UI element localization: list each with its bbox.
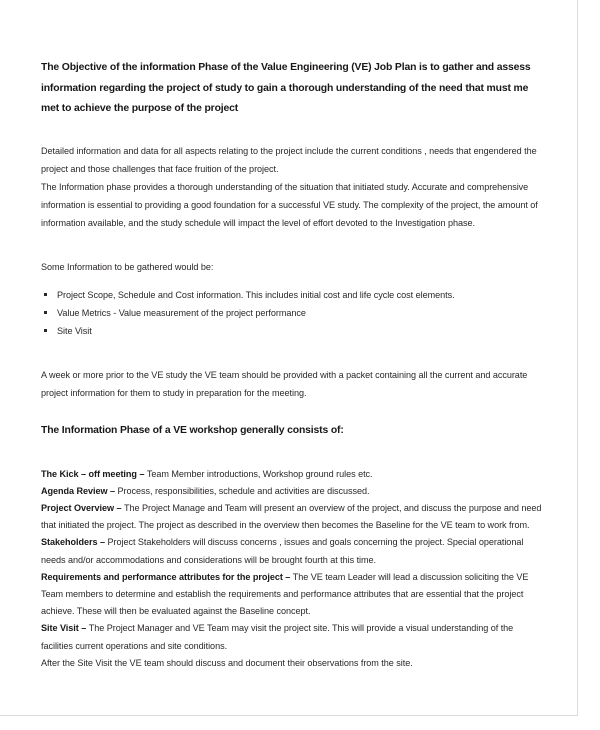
workshop-item-lead: Project Overview – (41, 502, 124, 513)
workshop-item-stakeholders (41, 534, 546, 568)
square-bullet-icon (44, 311, 47, 314)
workshop-item-lead: Site Visit – (41, 623, 89, 634)
workshop-item-lead: Agenda Review – (41, 485, 118, 496)
spacer (41, 232, 546, 258)
workshop-item-body: Process, responsibilities, schedule and activities are discussed. (117, 485, 370, 496)
list-item-label: Value Metrics - Value measurement of the project performance (57, 307, 306, 318)
workshop-item-body: The VE team Leader will lead a discussion soliciting the VE Team members to determine and establish the requirements and performance attributes that are essential that the project achieve. These will then be evaluated against the Baseline concept. (41, 571, 529, 617)
workshop-item-lead: The Kick – off meeting – (41, 468, 147, 479)
workshop-item-body: The Project Manage and Team will present an overview of the project, and discuss the purpose and need that initiated the project. The project as described in the overview then becomes the Baseline for the VE team to work from. (41, 502, 542, 531)
workshop-item-project-overview (41, 500, 546, 534)
paragraph-information-phase: The Information phase provides a thorough understanding of the situation that initiated study. Accurate and comprehensive information is essential to providing a good foundation for a successful VE study. The complexity of the project, the amount of information available, and the study schedule will impact the level of effort devoted to the Investigation phase. (41, 181, 538, 228)
workshop-item-lead: Requirements and performance attributes for the project – (41, 571, 293, 582)
spacer (41, 276, 546, 286)
workshop-item-requirements (41, 569, 546, 621)
list-item (41, 304, 546, 322)
square-bullet-icon (44, 329, 47, 332)
list-item-label: Project Scope, Schedule and Cost information. This includes initial cost and life cycle cost elements. (57, 289, 455, 300)
paragraph-packet: A week or more prior to the VE study the VE team should be provided with a packet containing all the current and accurate project information for them to study in preparation for the meeting. (41, 369, 528, 398)
workshop-item-body: The Project Manager and VE Team may visit the project site. This will provide a visual understanding of the facilities current operations and site conditions. (41, 623, 514, 651)
workshop-item-kick-off (41, 466, 546, 483)
list-item (41, 322, 546, 340)
workshop-items-list (41, 466, 546, 672)
spacer (41, 120, 546, 142)
list-item (41, 286, 546, 304)
closing-paragraph: After the Site Visit the VE team should discuss and document their observations from the site. (41, 657, 413, 668)
paragraph-detailed-information: Detailed information and data for all aspects relating to the project include the current conditions , needs that engendered the project and those challenges that face fruition of the project. (41, 145, 537, 174)
workshop-item-body: Team Member introductions, Workshop ground rules etc. (146, 468, 373, 479)
workshop-item-lead: Stakeholders – (41, 537, 108, 548)
workshop-item-body: Project Stakeholders will discuss concerns , issues and goals concerning the project. Special operational needs and/or accommodations and considerations will be brought fourth at this time. (41, 537, 524, 565)
workshop-item-agenda-review (41, 483, 546, 500)
information-gathered-list (41, 286, 546, 340)
spacer (41, 402, 546, 422)
spacer (41, 440, 546, 466)
document-content (41, 58, 546, 672)
spacer (41, 340, 546, 366)
workshop-section-heading: The Information Phase of a VE workshop generally consists of: (41, 424, 344, 436)
objective-heading: The Objective of the information Phase of the Value Engineering (VE) Job Plan is to gather and assess information regarding the project of study to gain a thorough understanding of the need that must me met to achieve the purpose of the project (41, 62, 531, 114)
square-bullet-icon (44, 293, 47, 296)
gathered-intro-text: Some Information to be gathered would be: (41, 261, 214, 272)
workshop-item-site-visit (41, 620, 546, 654)
list-item-label: Site Visit (57, 325, 92, 336)
